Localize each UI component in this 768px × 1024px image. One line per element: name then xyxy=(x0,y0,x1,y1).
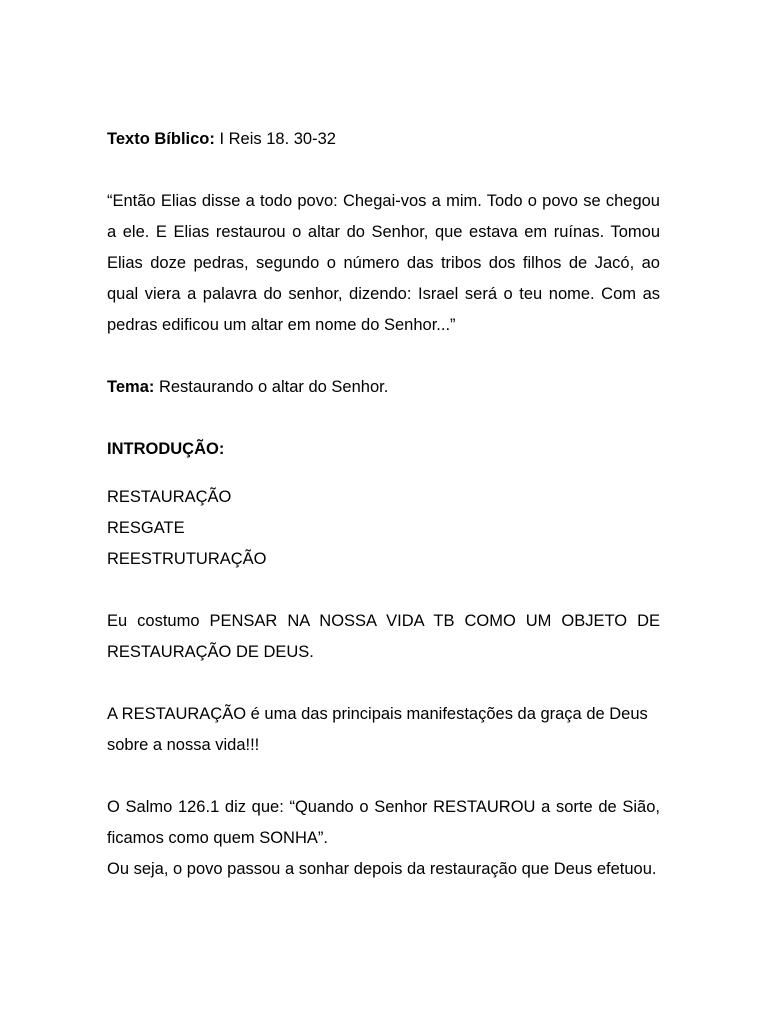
theme-value: Restaurando o altar do Senhor. xyxy=(154,378,389,396)
paragraph-restoration-object: Eu costumo PENSAR NA NOSSA VIDA TB COMO UM OBJETO DE RESTAURAÇÃO DE DEUS. xyxy=(107,612,660,661)
list-item: REESTRUTURAÇÃO xyxy=(107,550,267,568)
introduction-heading-text: INTRODUÇÃO: xyxy=(107,440,225,458)
introduction-heading xyxy=(107,434,660,465)
bible-text-reference: I Reis 18. 30-32 xyxy=(214,130,336,148)
paragraph-dream: Ou seja, o povo passou a sonhar depois da restauração que Deus efetuou. xyxy=(107,860,657,878)
paragraph-grace: A RESTAURAÇÃO é uma das principais manifestações da graça de Deus sobre a nossa vida!!! xyxy=(107,705,648,754)
bible-quote: “Então Elias disse a todo povo: Chegai-vos a mim. Todo o povo se chegou a ele. E Elias restaurou o altar do Senhor, que estava em ruínas. Tomou Elias doze pedras, segundo o número das tribos dos filhos de Jacó, ao qual viera a palavra do senhor, dizendo: Israel será o teu nome. Com as pedras edificou um altar em nome do Senhor...” xyxy=(107,192,660,334)
document-page xyxy=(107,124,660,885)
list-item: RESGATE xyxy=(107,519,185,537)
paragraph-psalm: O Salmo 126.1 diz que: “Quando o Senhor RESTAUROU a sorte de Sião, ficamos como quem SONHA”. xyxy=(107,798,660,847)
theme-line xyxy=(107,372,660,403)
theme-label: Tema: xyxy=(107,378,155,396)
list-item: RESTAURAÇÃO xyxy=(107,488,232,506)
bible-text-line xyxy=(107,124,660,155)
keyword-list xyxy=(107,482,660,575)
bible-text-label: Texto Bíblico: xyxy=(107,130,215,148)
